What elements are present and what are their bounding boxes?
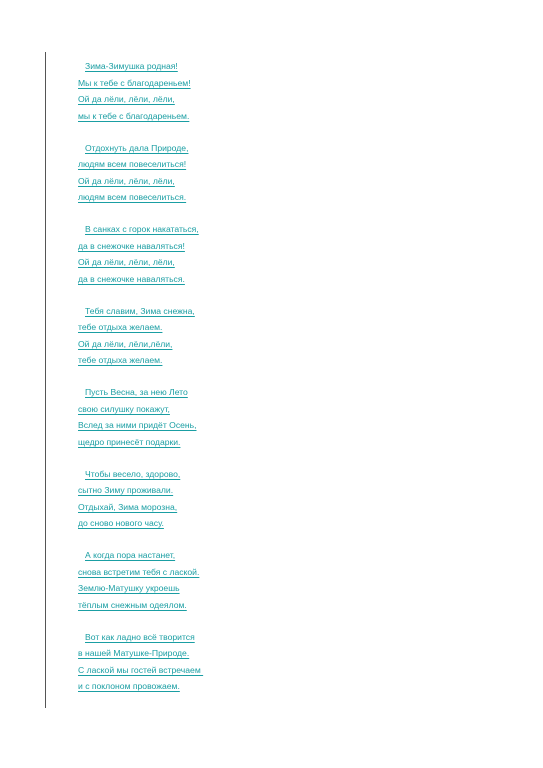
poem-line[interactable]: свою силушку покажут, <box>78 403 170 414</box>
poem-line[interactable]: в нашей Матушке-Природе. <box>78 648 190 658</box>
poem-line[interactable]: людям всем повеселиться. <box>78 192 187 202</box>
poem-line[interactable]: Ой да лёли, лёли, лёли, <box>78 175 175 186</box>
poem-line[interactable]: да в снежочке наваляться! <box>78 240 185 251</box>
poem-line[interactable]: щедро принесёт подарки. <box>78 436 181 447</box>
poem-line[interactable]: до сново нового часу. <box>78 518 164 528</box>
poem-line[interactable]: С лаской мы гостей встречаем <box>78 664 204 675</box>
poem-line[interactable]: тебе отдыха желаем. <box>78 355 163 365</box>
stanza-1 <box>78 58 498 124</box>
poem-line[interactable]: Ой да лёли, лёли, лёли, <box>78 257 175 267</box>
poem-line[interactable]: Ой да лёли, лёли,лёли, <box>78 338 173 349</box>
poem-line[interactable]: тебе отдыха желаем. <box>78 322 163 332</box>
poem-line[interactable]: и с поклоном провожаем. <box>78 681 180 691</box>
poem-line[interactable]: Отдыхай, Зима морозна, <box>78 501 178 512</box>
stanza-6 <box>78 466 498 532</box>
poem <box>78 58 498 710</box>
poem-line[interactable]: Землю-Матушку укроешь <box>78 583 180 593</box>
poem-line[interactable]: да в снежочке наваляться. <box>78 273 185 284</box>
poem-line[interactable]: Ой да лёли, лёли, лёли, <box>78 94 175 104</box>
stanza-5 <box>78 384 498 450</box>
poem-line[interactable]: Вот как ладно всё творится <box>85 631 195 642</box>
poem-line[interactable]: В санках с горок накататься, <box>85 224 199 234</box>
poem-line[interactable]: А когда пора настанет, <box>85 550 176 560</box>
poem-line[interactable]: Мы к тебе с благодареньем! <box>78 77 191 88</box>
stanza-4 <box>78 303 498 369</box>
stanza-8 <box>78 629 498 695</box>
stanza-2 <box>78 140 498 206</box>
poem-line[interactable]: мы к тебе с благодареньем. <box>78 110 190 121</box>
poem-line[interactable]: Чтобы весело, здорово, <box>85 468 181 479</box>
page-margin-line <box>45 52 46 708</box>
poem-line[interactable]: людям всем повеселиться! <box>78 159 187 169</box>
poem-line[interactable]: Зима-Зимушка родная! <box>85 61 178 71</box>
poem-line[interactable]: тёплым снежным одеялом. <box>78 599 187 610</box>
poem-line[interactable]: снова встретим тебя с лаской. <box>78 566 200 577</box>
stanza-7 <box>78 547 498 613</box>
stanza-3 <box>78 221 498 287</box>
poem-line[interactable]: сытно Зиму проживали. <box>78 485 174 495</box>
poem-line[interactable]: Пусть Весна, за нею Лето <box>85 387 188 397</box>
poem-line[interactable]: Отдохнуть дала Природе, <box>85 142 189 153</box>
poem-line[interactable]: Тебя славим, Зима снежна, <box>85 305 195 316</box>
poem-line[interactable]: Вслед за ними придёт Осень, <box>78 420 197 430</box>
